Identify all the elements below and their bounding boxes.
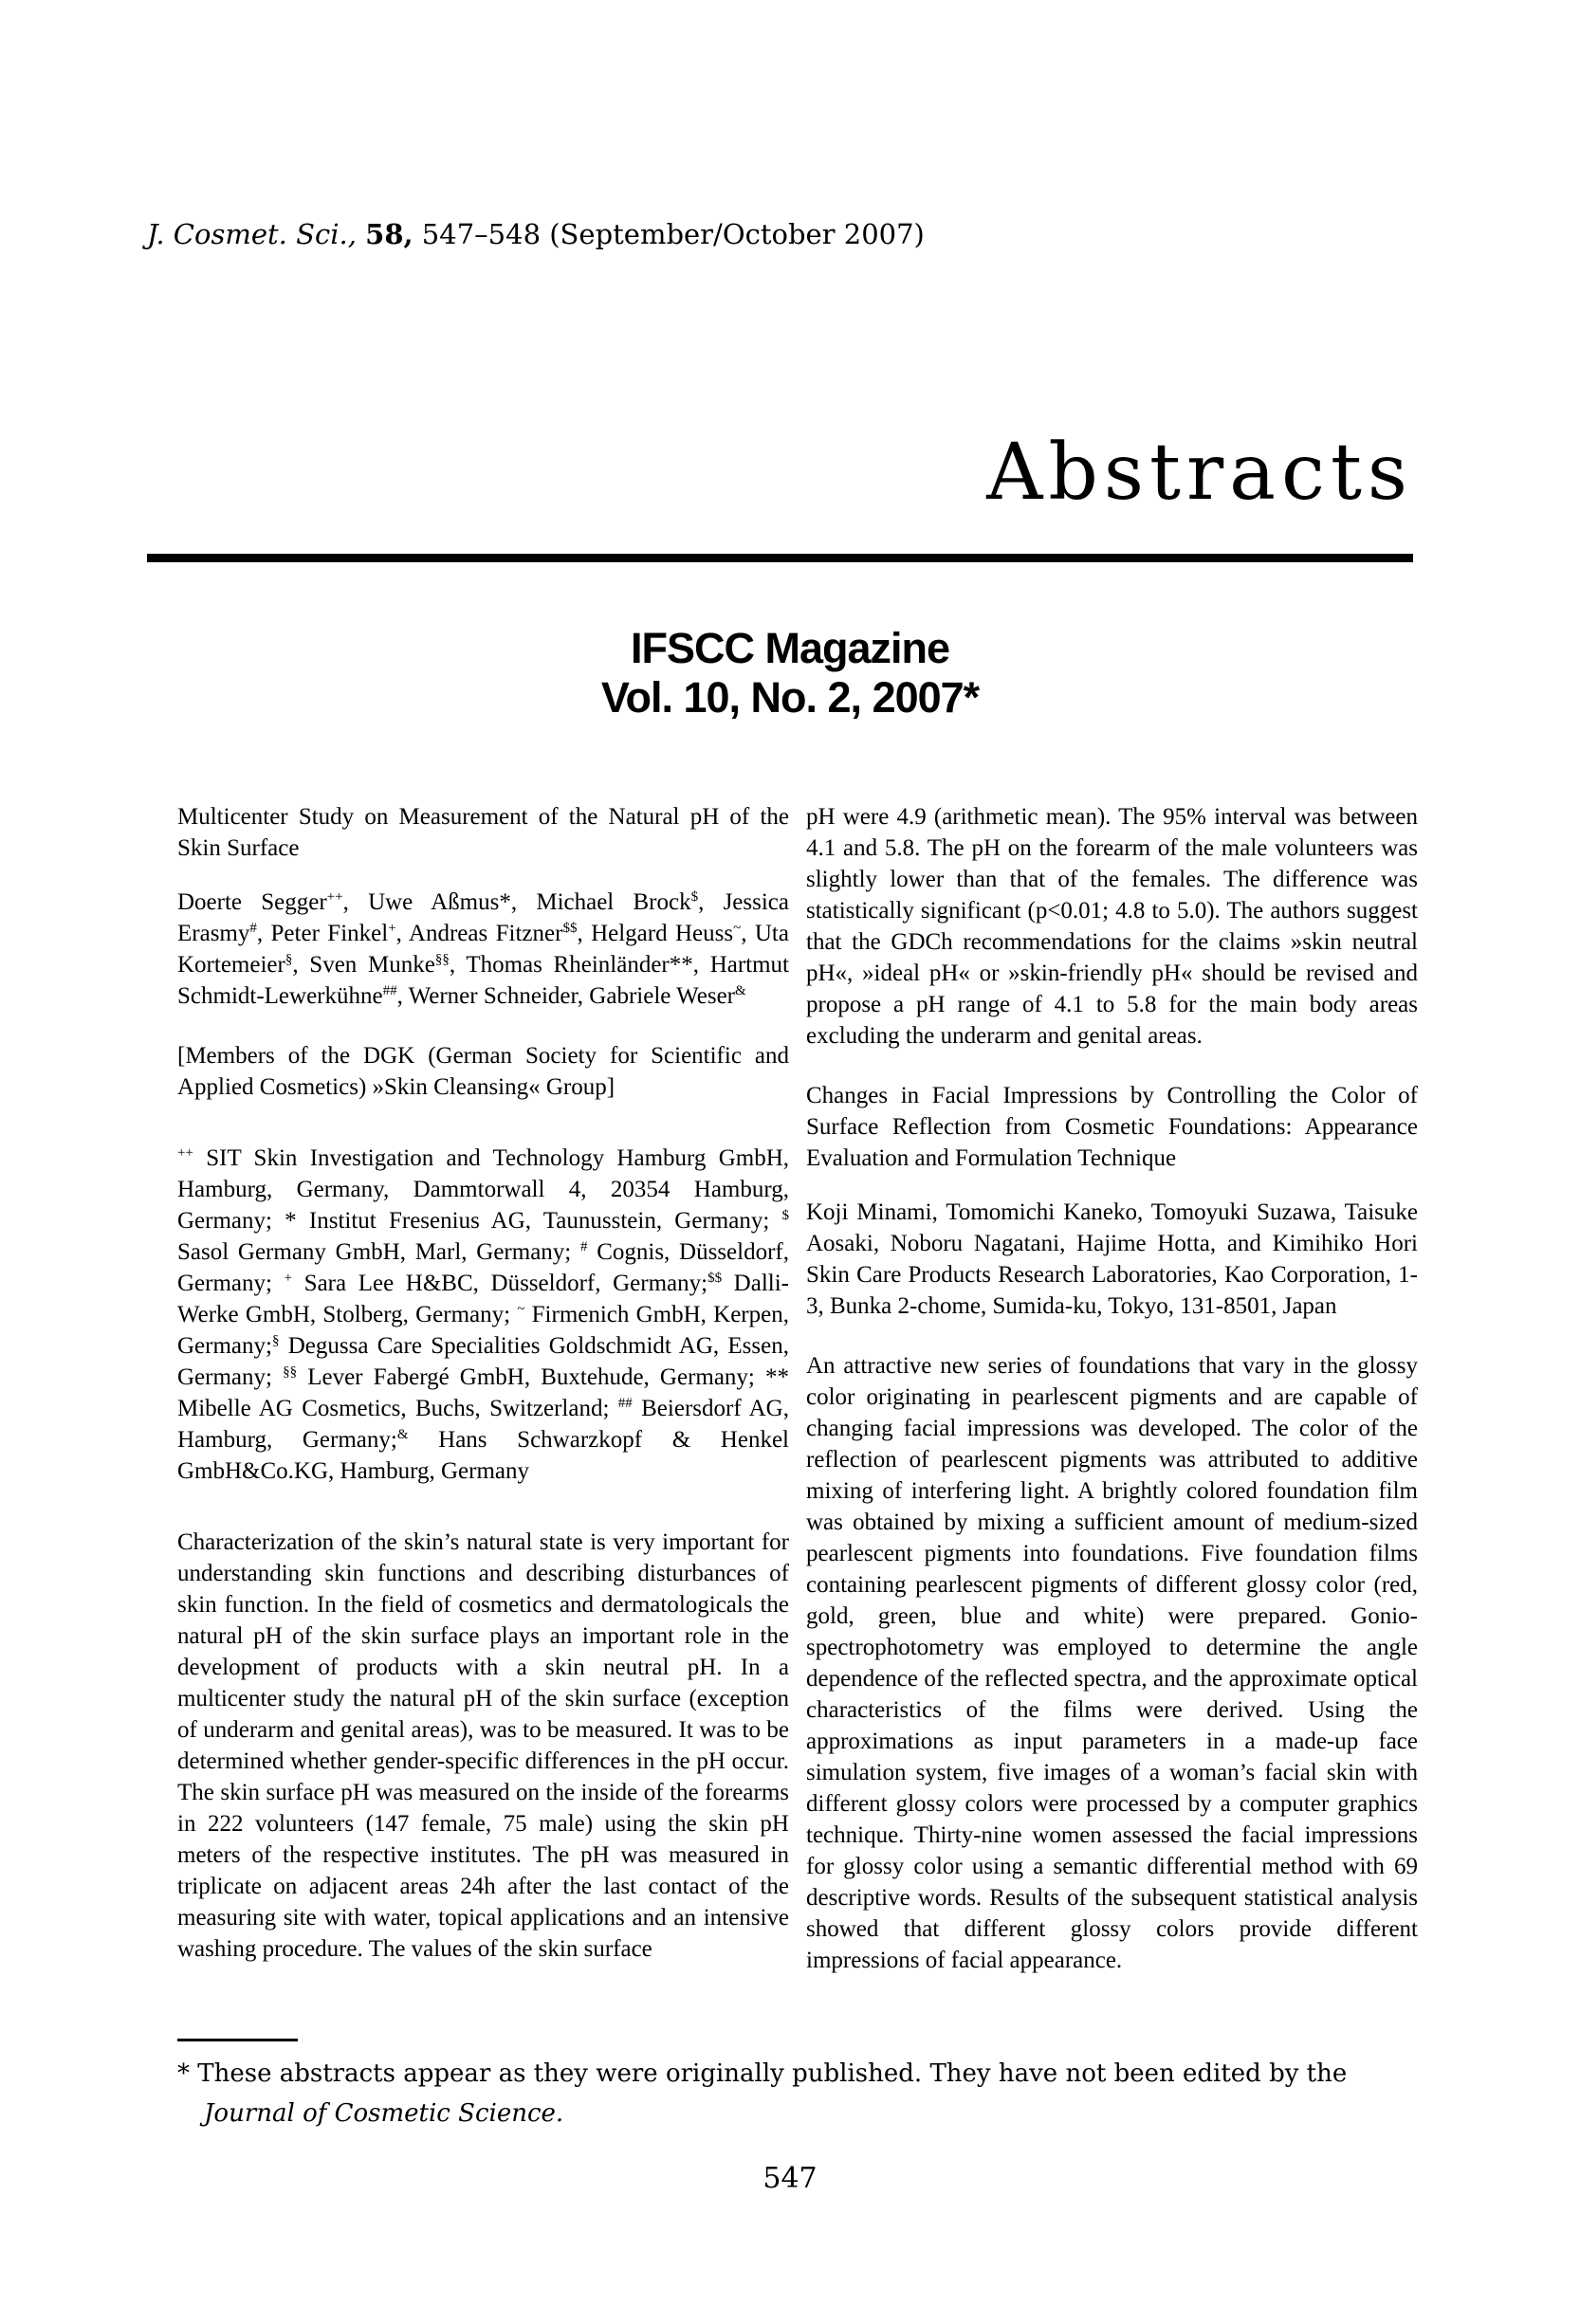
two-column-text xyxy=(177,801,1418,1976)
magazine-header xyxy=(0,624,1580,723)
magazine-volume: Vol. 10, No. 2, 2007* xyxy=(600,673,980,722)
magazine-title: IFSCC Magazine xyxy=(630,624,950,672)
abstract2-authors: Koji Minami, Tomomichi Kaneko, Tomoyuki Suzawa, Taisuke Aosaki, Noboru Nagatani, Hajime Hotta, and Kimihiko Hori Skin Care Products Research Laboratories, Kao Corporation, 1-3, Bunka 2-chome, Sumida-ku, Tokyo, 131-8501, Japan xyxy=(806,1199,1418,1319)
journal-citation: J. Cosmet. Sci., 58, 547–548 (September/October 2007) xyxy=(147,218,925,250)
abstract1-authors: Doerte Segger++, Uwe Aßmus*, Michael Brock$, Jessica Erasmy#, Peter Finkel+, Andreas Fitzner$$, Helgard Heuss~, Uta Kortemeier§, Sven Munke§§, Thomas Rheinländer**, Hartmut Schmidt-Lewerkühne##, Werner Schneider, Gabriele Weser& xyxy=(177,889,790,1009)
abstract2-body: An attractive new series of foundations that vary in the glossy color originating in pearlescent pigments and are capable of changing facial impressions was developed. The color of the reflection of pearlescent pigments was attributed to additive mixing of interfering light. A brightly colored foundation film was obtained by mixing a sufficient amount of medium-sized pearlescent pigments into foundations. Five foundation films containing pearlescent pigments of different glossy color (red, gold, green, blue and white) were prepared. Gonio-spectrophotometry was employed to determine the angle dependence of the reflected spectra, and the approximate optical characteristics of the films were derived. Using the approximations as input parameters in a made-up face simulation system, five images of a woman’s facial skin with different glossy colors were processed by a computer graphics technique. Thirty-nine women assessed the facial impressions for glossy color using a semantic differential method with 69 descriptive words. Results of the subsequent statistical analysis showed that different glossy colors provide different impressions of facial appearance. xyxy=(806,1353,1418,1973)
abstract1-title: Multicenter Study on Measurement of the Natural pH of the Skin Surface xyxy=(177,804,789,861)
column-left xyxy=(177,801,789,1976)
column-right xyxy=(806,801,1418,1976)
abstract2-title: Changes in Facial Impressions by Controlling the Color of Surface Reflection from Cosmetic Foundations: Appearance Evaluation and Formulation Technique xyxy=(806,1083,1418,1171)
footnote-rule xyxy=(177,2039,298,2041)
abstract1-group-note: [Members of the DGK (German Society for Scientific and Applied Cosmetics) »Skin Cleansing« Group] xyxy=(177,1043,789,1100)
divider-rule xyxy=(147,554,1413,562)
abstract1-body-part1: Characterization of the skin’s natural state is very important for understanding skin functions and describing disturbances of skin function. In the field of cosmetics and dermatologicals the natural pH of the skin surface plays an important role in the development of products with a skin neutral pH. In a multicenter study the natural pH of the skin surface (exception of underarm and genital areas), was to be measured. It was to be determined whether gender-specific differences in the pH occur. The skin surface pH was measured on the inside of the forearms in 222 volunteers (147 female, 75 male) using the skin pH meters of the respective institutes. The pH was measured in triplicate on adjacent areas 24h after the last contact of the measuring site with water, topical applications and an intensive washing procedure. The values of the skin surface xyxy=(177,1529,789,1962)
abstract1-affiliations: ++ SIT Skin Investigation and Technology Hamburg GmbH, Hamburg, Germany, Dammtorwall 4, 20354 Hamburg, Germany; * Institut Fresenius AG, Taunusstein, Germany; $ Sasol Germany GmbH, Marl, Germany; # Cognis, Düsseldorf, Germany; + Sara Lee H&BC, Düsseldorf, Germany;$$ Dalli-Werke GmbH, Stolberg, Germany; ~ Firmenich GmbH, Kerpen, Germany;§ Degussa Care Specialities Goldschmidt AG, Essen, Germany; §§ Lever Fabergé GmbH, Buxtehude, Germany; ** Mibelle AG Cosmetics, Buchs, Switzerland; ## Beiersdorf AG, Hamburg, Germany;& Hans Schwarzkopf & Henkel GmbH&Co.KG, Hamburg, Germany xyxy=(177,1145,790,1484)
abstract1-body-part2: pH were 4.9 (arithmetic mean). The 95% interval was between 4.1 and 5.8. The pH on the forearm of the male volunteers was slightly lower than that of the females. The difference was statistically significant (p<0.01; 4.8 to 5.0). The authors suggest that the GDCh recommendations for the claims »skin neutral pH«, »ideal pH« or »skin-friendly pH« should be revised and propose a pH range of 4.1 to 5.8 for the main body areas excluding the underarm and genital areas. xyxy=(806,804,1418,1049)
page-number: 547 xyxy=(762,2162,818,2195)
abstracts-heading: Abstracts xyxy=(986,428,1413,518)
footnote: * These abstracts appear as they were originally published. They have not been edited by the Journal of Cosmetic Science. xyxy=(177,2059,1348,2128)
